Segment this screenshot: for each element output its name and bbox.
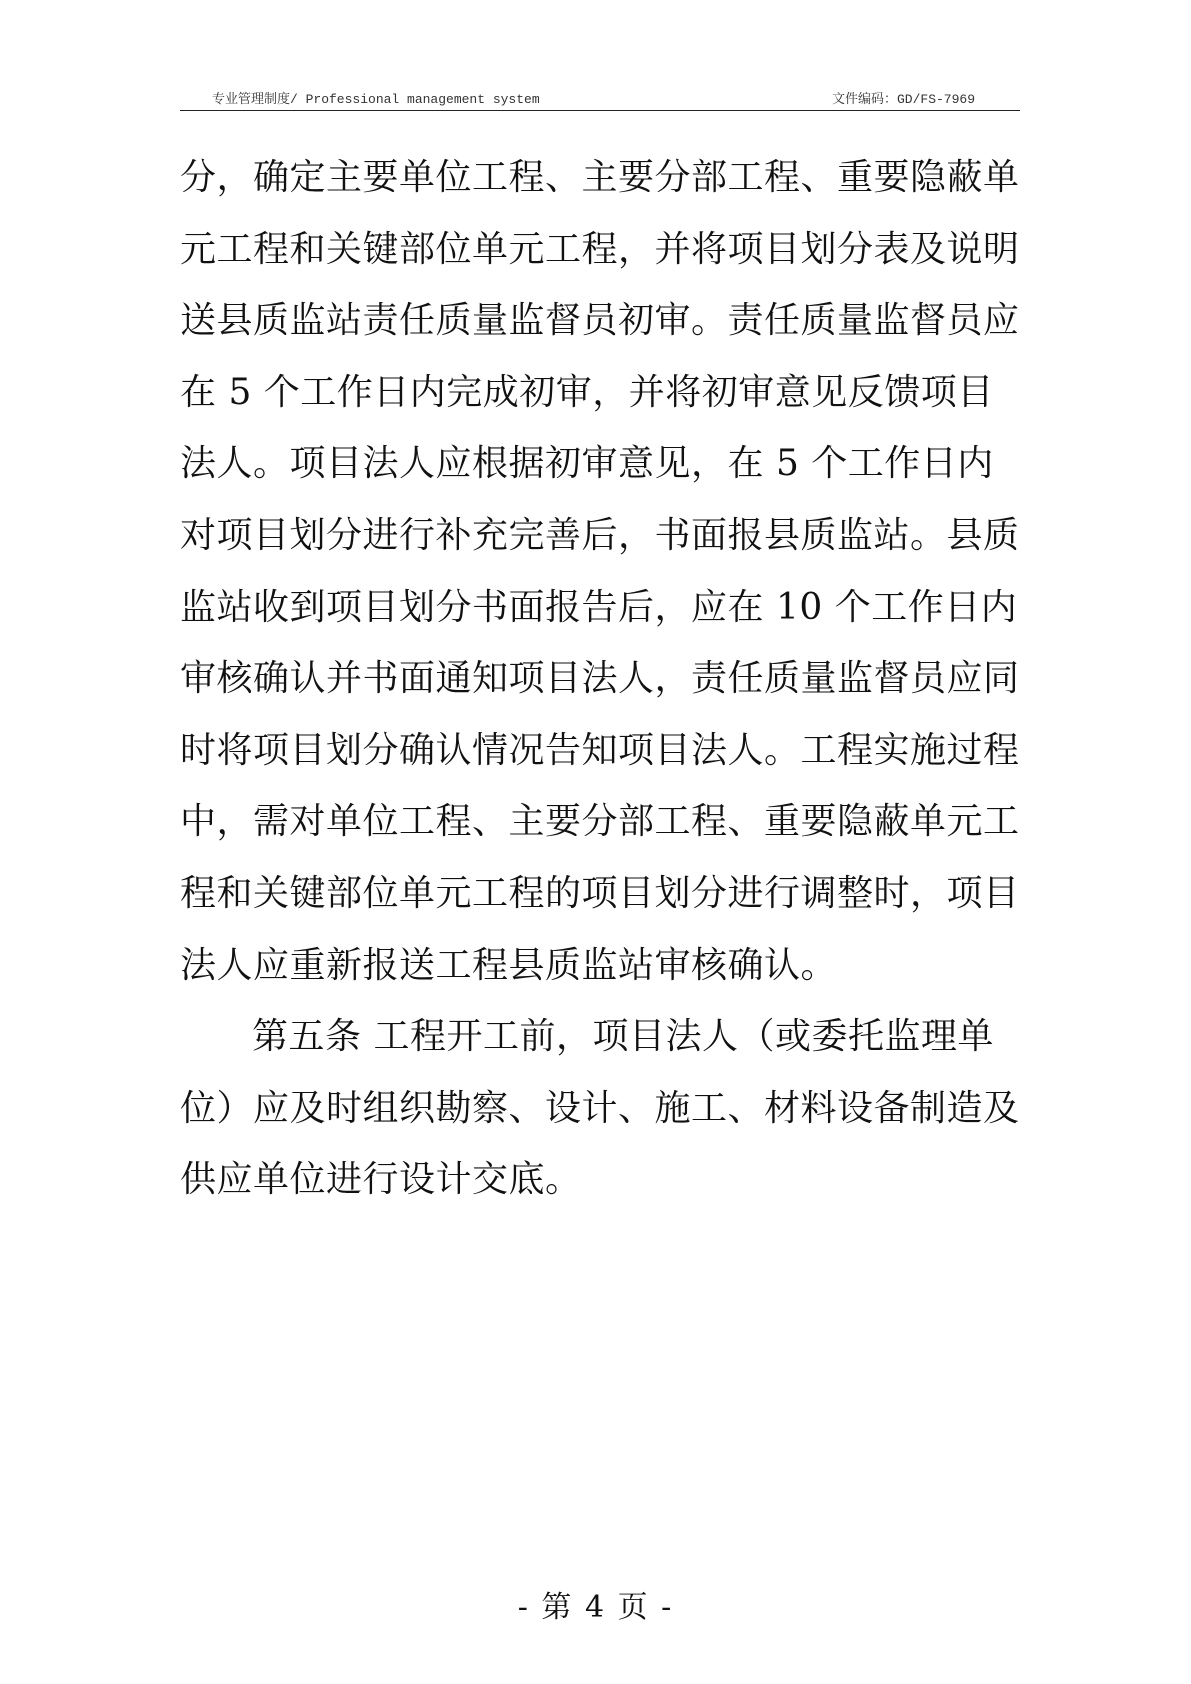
body-line: 法人。项目法人应根据初审意见，在 5 个工作日内 (180, 443, 994, 485)
header-document-code: 文件编码：GD/FS-7969 (831, 92, 975, 107)
page-number: - 第 4 页 - (517, 1590, 674, 1625)
body-line: 位）应及时组织勘察、设计、施工、材料设备制造及 (180, 1087, 1020, 1129)
body-line: 分，确定主要单位工程、主要分部工程、重要隐蔽单 (180, 157, 1020, 198)
body-line: 中，需对单位工程、主要分部工程、重要隐蔽单元工 (180, 801, 1020, 843)
body-line: 供应单位进行设计交底。 (180, 1159, 582, 1201)
body-line: 送县质监站责任质量监督员初审。责任质量监督员应 (180, 300, 1020, 342)
body-line: 程和关键部位单元工程的项目划分进行调整时，项目 (180, 872, 1020, 914)
body-line: 审核确认并书面通知项目法人，责任质量监督员应同 (180, 658, 1020, 700)
page-header (180, 86, 1020, 108)
body-line: 元工程和关键部位单元工程，并将项目划分表及说明 (180, 228, 1020, 270)
header-document-category: 专业管理制度/ Professional management system (212, 92, 540, 107)
body-line: 时将项目划分确认情况告知项目法人。工程实施过程 (180, 729, 1020, 771)
document-body (180, 142, 1020, 1216)
header-divider (180, 110, 1020, 111)
body-line: 在 5 个工作日内完成初审，并将初审意见反馈项目 (180, 371, 994, 413)
body-line: 监站收到项目划分书面报告后，应在 10 个工作日内 (180, 586, 1018, 628)
body-line: 法人应重新报送工程县质监站审核确认。 (180, 944, 838, 986)
article-five-heading-line: 第五条 工程开工前，项目法人（或委托监理单 (252, 1016, 994, 1058)
body-line: 对项目划分进行补充完善后，书面报县质监站。县质 (180, 514, 1020, 556)
